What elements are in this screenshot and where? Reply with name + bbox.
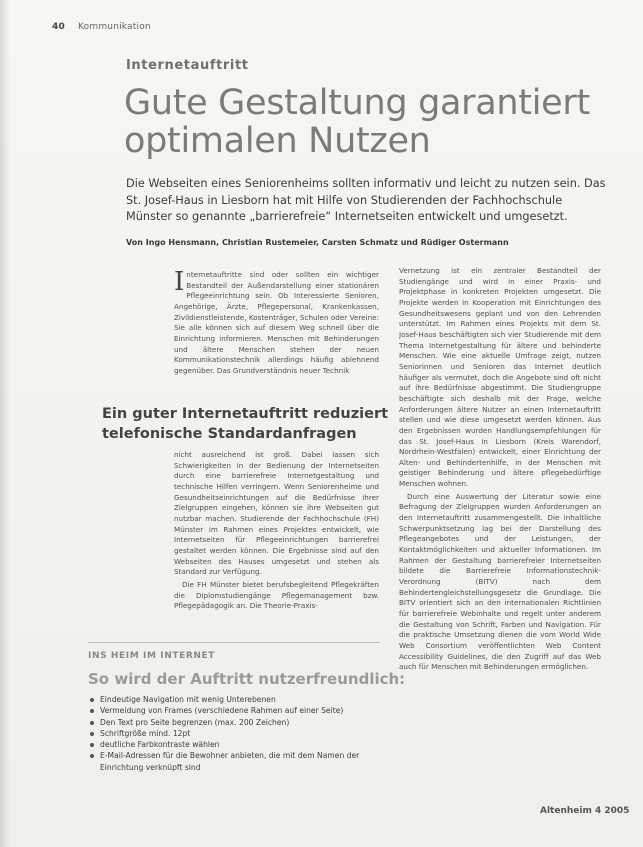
body-column-left-top [174,270,379,406]
list-item: deutliche Farbkontraste wählen [88,739,388,750]
pull-quote: Ein guter Internetauftritt reduziert telefonische Standardanfragen [102,406,389,442]
list-item: Vermeidung von Frames (verschiedene Rahmen auf einer Seite) [88,705,388,716]
running-footer: Altenheim 4 2005 [540,806,630,816]
info-box-label: INS HEIM IM INTERNET [88,651,215,661]
body-column-right [399,266,601,788]
page-number: 40 [52,22,65,32]
list-item: Eindeutige Navigation mit wenig Unterebenen [88,694,388,705]
page-edge-shadow [0,0,10,847]
article-lead: Die Webseiten eines Seniorenheims sollten informativ und leicht zu nutzen sein. Das St. Josef-Haus in Liesborn hat mit Hilfe von Studierenden der Fachhochschule Münster so genannte „barrierefreie“ Internetseiten entwickelt und umgesetzt. [126,177,606,223]
article-kicker: Internetauftritt [126,58,249,73]
article-headline: Gute Gestaltung garantiert optimalen Nutzen [124,83,590,161]
body-paragraph: Vernetzung ist ein zentraler Bestandteil der Studiengänge und wird in einer Praxis- und Projektphase in konkreten Projekten umgesetzt. Die Projekte werden in Kooperation mit Einrichtungen des Gesundheitswesens geplant und von den Lehrenden unterstützt. Im Rahmen eines Projekts mit dem St. Josef-Haus beschäftigten sich vier Studierende mit dem Thema Internetgestaltung für ältere und behinderte Menschen. Wie eine aktuelle Umfrage zeigt, nutzen Seniorinnen und Senioren das Internet deutlich häufiger als vermutet, doch die Angebote sind oft nicht auf ihre Bedürfnisse abgestimmt. Die Studiengruppe beschäftigte sich deshalb mit der Frage, welche Anforderungen ältere Nutzer an einen Internetauftritt stellen und wie diese umgesetzt werden können. Aus den Ergebnissen wurden Handlungsempfehlungen für das St. Josef-Haus in Liesborn (Kreis Warendorf, Nordrhein-Westfalen) entwickelt, einer Einrichtung der Alten- und Behindertenhilfe, in der Menschen mit geistiger Behinderung und ältere pflegebedürftige Menschen wohnen. [399,266,601,489]
body-paragraph: Durch eine Auswertung der Literatur sowie eine Befragung der Zielgruppen wurden Anforderungen an den Internetauftritt zusammengestellt. Die inhaltliche Schwerpunktsetzung lag bei der Darstellung des Pflegeangebotes und der Leistungen, der Kontaktmöglichkeiten und aktueller Informationen. Im Rahmen der Gestaltung barrierefreier Internetseiten bildete die Barrierefreie Informationstechnik-Verordnung (BITV) nach dem Behindertengleichstellungsgesetz die Grundlage. Die BITV orientiert sich an den internationalen Richtlinien für barrierefreie Webinhalte und regelt unter anderem die Gestaltung von Schrift, Farben und Navigation. Für die praktische Umsetzung dienen die vom World Wide Web Consortium veröffentlichten Web Content Accessibility Guidelines, die den Zugriff auf das Web auch für Menschen mit Behinderungen ermöglichen. [399,491,601,672]
list-item: Schriftgröße mind. 12pt [88,728,388,739]
article-byline: Von Ingo Hensmann, Christian Rustemeier, Carsten Schmatz und Rüdiger Ostermann [126,238,509,247]
info-box-title: So wird der Auftritt nutzerfreundlich: [88,670,406,688]
section-name: Kommunikation [78,22,151,32]
body-paragraph: Die FH Münster bietet berufsbegleitend Pflegekräften die Diplomstudiengänge Pflegemanagement bzw. Pflegepädagogik an. Die Theorie-Praxis- [174,579,379,611]
drop-cap: I [174,270,185,297]
body-column-left-bottom [174,450,379,638]
list-item: Den Text pro Seite begrenzen (max. 200 Zeichen) [88,717,388,728]
tips-list [88,694,388,773]
body-paragraph: nternetauftritte sind oder sollten ein wichtiger Bestandteil der Außendarstellung einer stationären Pflegeeinrichtung sein. Ob Interessierte Senioren, Angehörige, Ärzte, Pflegepersonal, Krankenkassen, Zivildienstleistende, Kostenträger, Schulen oder Vereine: Sie alle können sich auf diesem Weg schnell über die Einrichtung informieren. Menschen mit Behinderungen und ältere Menschen stehen der neuen Kommunikationstechnik allerdings häufig ablehnend gegenüber. Das Grundverständnis neuer Technik [174,270,379,375]
info-box-rule [88,642,380,643]
list-item: E-Mail-Adressen für die Bewohner anbieten, die mit dem Namen der Einrichtung verknüpft sind [88,750,388,773]
running-header [52,22,151,32]
body-paragraph: nicht ausreichend ist groß. Dabei lassen sich Schwierigkeiten in der Bedienung der Internetseiten durch eine barrierefreie Internetgestaltung und technische Hilfen verringern. Wenn Seniorenheime und Gesundheitseinrichtungen auf die Bedürfnisse ihrer Zielgruppen eingehen, können sie ihre Webseiten gut nutzbar machen. Studierende der Fachhochschule (FH) Münster im Rahmen eines Projektes entwickelt, wie Internetseiten für Pflegeeinrichtungen barrierefrei gestaltet werden können. Die Ergebnisse sind auf den Webseiten des Hauses umgesetzt und stehen als Standard zur Verfügung. [174,450,379,577]
